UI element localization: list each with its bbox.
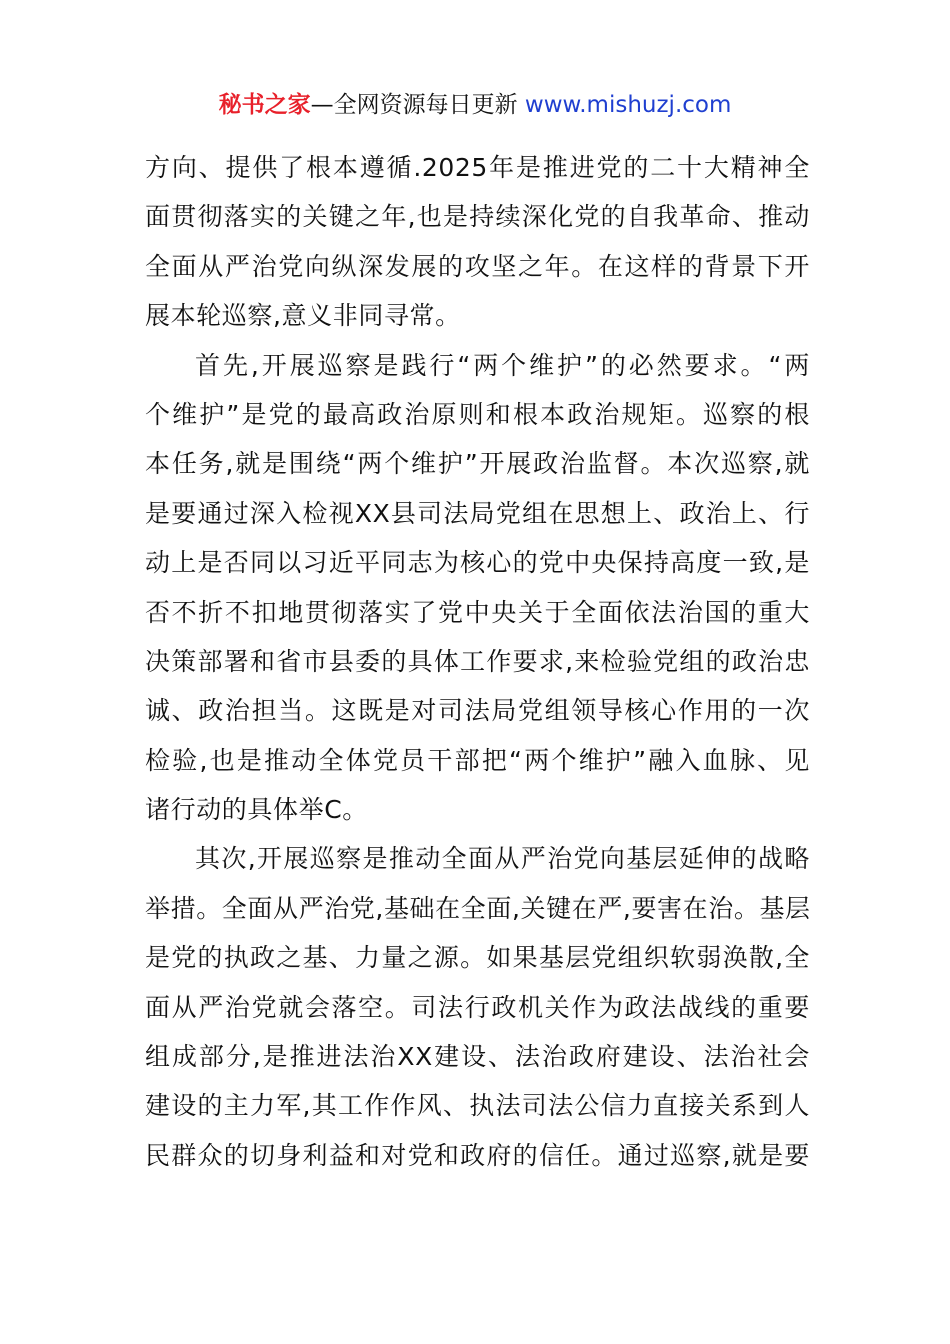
text-line: 诸行动的具体举C。 xyxy=(145,795,368,825)
text-line: 建设的主力军,其工作作风、执法司法公信力直接关系到人 xyxy=(145,1091,810,1121)
text-line: 决策部署和省市县委的具体工作要求,来检验党组的政治忠 xyxy=(145,646,810,676)
text-line: 展本轮巡察,意义非同寻常。 xyxy=(145,301,461,331)
text-line: 是要通过深入检视XX县司法局党组在思想上、政治上、行 xyxy=(145,498,810,528)
text-line: 首先,开展巡察是践行“两个维护”的必然要求。“两 xyxy=(195,350,810,380)
text-line: 面从严治党就会落空。司法行政机关作为政法战线的重要 xyxy=(145,992,810,1022)
text-line: 是党的执政之基、力量之源。如果基层党组织软弱涣散,全 xyxy=(145,943,810,973)
text-line: 个维护”是党的最高政治原则和根本政治规矩。巡察的根 xyxy=(145,399,810,429)
text-line: 动上是否同以习近平同志为核心的党中央保持高度一致,是 xyxy=(145,548,810,578)
site-url-link[interactable]: www.mishuzj.com xyxy=(524,92,732,118)
text-line: 组成部分,是推进法治XX建设、法治政府建设、法治社会 xyxy=(145,1042,810,1072)
text-line: 检验,也是推动全体党员干部把“两个维护”融入血脉、见 xyxy=(145,745,810,775)
text-line: 举措。全面从严治党,基础在全面,关键在严,要害在治。基层 xyxy=(145,893,811,923)
text-line: 否不折不扣地贯彻落实了党中央关于全面依法治国的重大 xyxy=(145,597,810,627)
text-line: 全面从严治党向纵深发展的攻坚之年。在这样的背景下开 xyxy=(145,251,810,281)
document-body xyxy=(145,143,810,1180)
text-line: 民群众的切身利益和对党和政府的信任。通过巡察,就是要 xyxy=(145,1140,810,1170)
text-line: 方向、提供了根本遵循.2025年是推进党的二十大精神全 xyxy=(145,153,810,182)
text-line: 其次,开展巡察是推动全面从严治党向基层延伸的战略 xyxy=(195,844,810,874)
paragraph xyxy=(145,143,810,341)
brand-name: 秘书之家 xyxy=(218,92,311,118)
paragraph xyxy=(145,834,810,1180)
page-header xyxy=(0,90,950,120)
text-line: 面贯彻落实的关键之年,也是持续深化党的自我革命、推动 xyxy=(145,202,810,232)
text-line: 本任务,就是围绕“两个维护”开展政治监督。本次巡察,就 xyxy=(145,449,810,479)
paragraph xyxy=(145,341,810,835)
text-line: 诚、政治担当。这既是对司法局党组领导核心作用的一次 xyxy=(145,696,810,726)
header-tagline: —全网资源每日更新 xyxy=(310,92,518,118)
